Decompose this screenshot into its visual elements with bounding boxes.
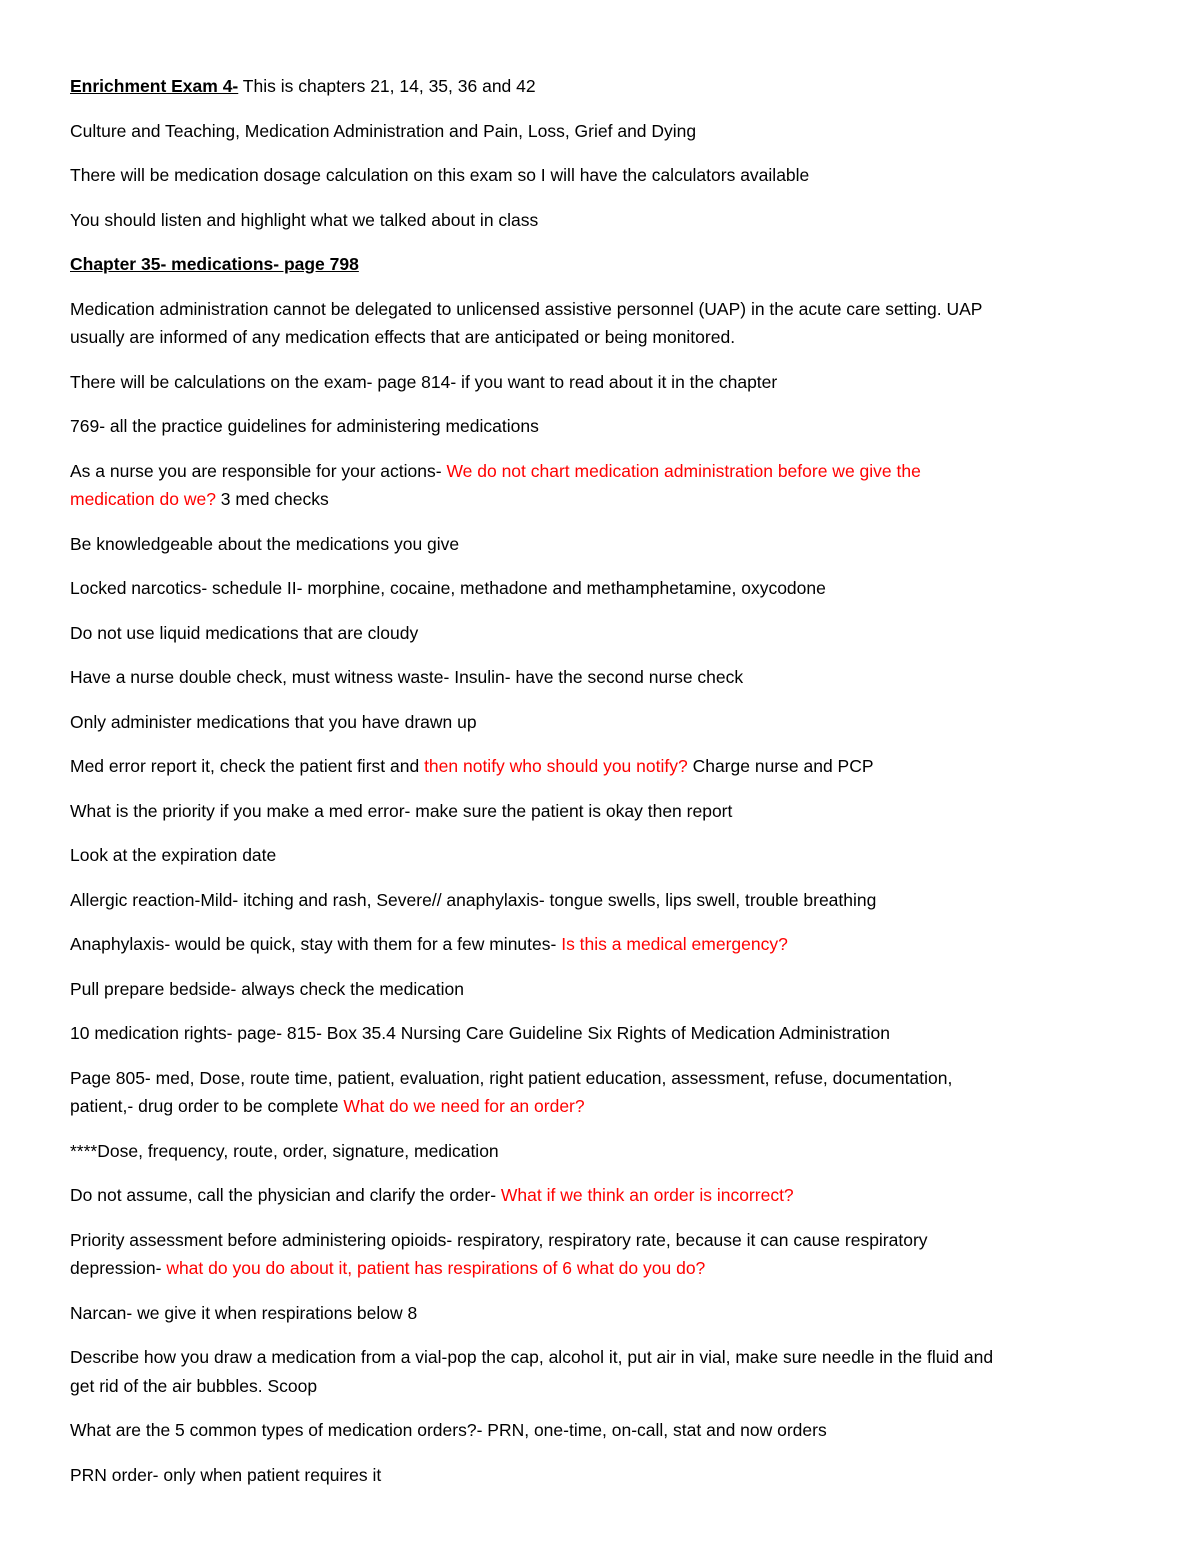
chapter-heading-para: [70, 250, 1130, 279]
document-page: [70, 72, 1130, 1505]
opioids-paragraph: [70, 1226, 1130, 1283]
exam-title: Enrichment Exam 4-: [70, 76, 239, 96]
vial-paragraph: [70, 1343, 1130, 1400]
nurse-paragraph: [70, 457, 1130, 514]
page805-prefix: patient,- drug order to be complete: [70, 1096, 344, 1116]
rights-line: 10 medication rights- page- 815- Box 35.4 Nursing Care Guideline Six Rights of Medication Administration: [70, 1023, 891, 1043]
uap-line-1: Medication administration cannot be delegated to unlicensed assistive personnel (UAP) in the acute care setting. UAP: [70, 298, 983, 319]
opioids-line-2: [70, 1254, 1130, 1283]
page805-paragraph: [70, 1064, 1130, 1121]
opioids-line-1: Priority assessment before administering opioids- respiratory, respiratory rate, because it can cause respiratory: [70, 1229, 928, 1250]
med-error-question: then notify who should you notify?: [424, 756, 688, 776]
uap-line-2: usually are informed of any medication effects that are anticipated or being monitored.: [70, 327, 736, 347]
exam-chapters: This is chapters 21, 14, 35, 36 and 42: [238, 76, 536, 96]
assume-line: [70, 1181, 1130, 1210]
nurse-question-part2: medication do we?: [70, 489, 216, 509]
anaphylaxis-line: [70, 930, 1130, 959]
priority-line: What is the priority if you make a med error- make sure the patient is okay then report: [70, 800, 733, 821]
uap-paragraph: [70, 295, 1130, 352]
knowledgeable-line: Be knowledgeable about the medications you give: [70, 533, 460, 554]
topics-line: Culture and Teaching, Medication Administration and Pain, Loss, Grief and Dying: [70, 120, 697, 141]
opioids-prefix: depression-: [70, 1258, 167, 1278]
opioids-question: what do you do about it, patient has respirations of 6 what do you do?: [166, 1258, 706, 1278]
page805-line-1: Page 805- med, Dose, route time, patient, evaluation, right patient education, assessment, refuse, documentation,: [70, 1067, 953, 1088]
listen-line: You should listen and highlight what we talked about in class: [70, 209, 539, 230]
dose-line: ****Dose, frequency, route, order, signature, medication: [70, 1140, 499, 1161]
assume-question: What if we think an order is incorrect?: [500, 1185, 794, 1205]
narcan-line: Narcan- we give it when respirations below 8: [70, 1302, 418, 1323]
guidelines-line: 769- all the practice guidelines for administering medications: [70, 416, 539, 436]
med-error-answer: Charge nurse and PCP: [687, 756, 874, 776]
cloudy-line: Do not use liquid medications that are cloudy: [70, 622, 419, 643]
bedside-line: Pull prepare bedside- always check the medication: [70, 978, 464, 999]
chapter-heading: Chapter 35- medications- page 798: [70, 254, 359, 274]
med-error-prefix: Med error report it, check the patient first and: [70, 756, 425, 776]
vial-line-2: get rid of the air bubbles. Scoop: [70, 1375, 318, 1396]
exam-header: [70, 72, 1130, 101]
nurse-prefix: As a nurse you are responsible for your actions-: [70, 460, 447, 481]
vial-line-1: Describe how you draw a medication from a vial-pop the cap, alcohol it, put air in vial, make sure needle in the fluid and: [70, 1347, 994, 1367]
nurse-suffix: 3 med checks: [215, 489, 329, 509]
drawn-up-line: Only administer medications that you have drawn up: [70, 711, 477, 732]
orders-line: What are the 5 common types of medication orders?- PRN, one-time, on-call, stat and now orders: [70, 1420, 827, 1440]
narcotics-line: Locked narcotics- schedule II- morphine, cocaine, methadone and methamphetamine, oxycodone: [70, 578, 826, 598]
nurse-line-2: [70, 485, 1130, 514]
allergic-line: Allergic reaction-Mild- itching and rash, Severe// anaphylaxis- tongue swells, lips swell, trouble breathing: [70, 889, 877, 910]
expiration-line: Look at the expiration date: [70, 845, 277, 865]
prn-line: PRN order- only when patient requires it: [70, 1464, 382, 1485]
nurse-line-1: [70, 457, 1130, 486]
med-error-line: [70, 752, 1130, 781]
double-check-line: Have a nurse double check, must witness waste- Insulin- have the second nurse check: [70, 667, 744, 687]
page805-line-2: [70, 1092, 1130, 1121]
calculators-line: There will be medication dosage calculation on this exam so I will have the calculators available: [70, 165, 810, 185]
nurse-question-part1: We do not chart medication administration before we give the: [446, 460, 921, 481]
assume-prefix: Do not assume, call the physician and clarify the order-: [70, 1185, 501, 1205]
page805-question: What do we need for an order?: [343, 1096, 585, 1116]
anaphylaxis-prefix: Anaphylaxis- would be quick, stay with them for a few minutes-: [70, 934, 562, 954]
anaphylaxis-question: Is this a medical emergency?: [561, 934, 788, 954]
calc-exam-line: There will be calculations on the exam- page 814- if you want to read about it in the chapter: [70, 371, 778, 392]
